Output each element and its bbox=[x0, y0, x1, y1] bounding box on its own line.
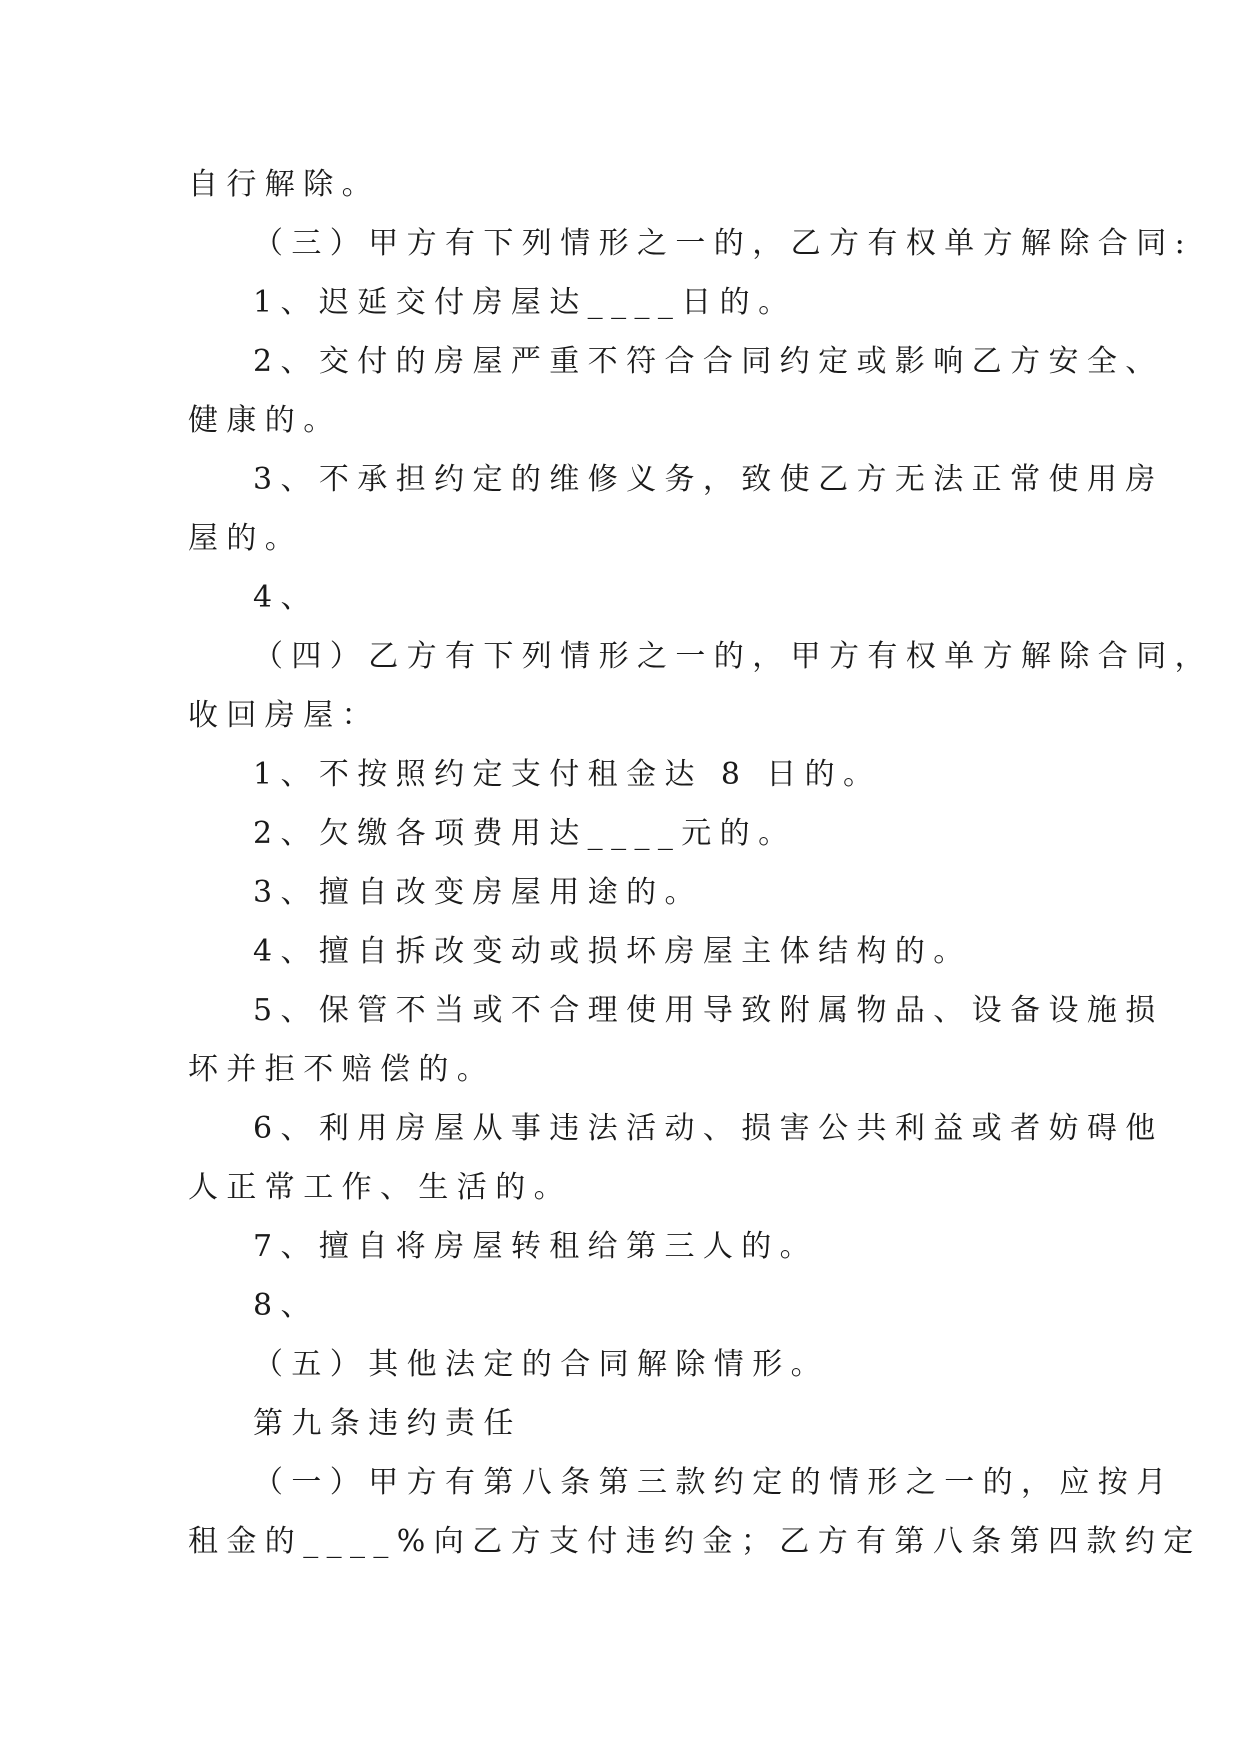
paragraph-line: （一）甲方有第八条第三款约定的情形之一的，应按月 bbox=[253, 1465, 1175, 1500]
paragraph-line: （四）乙方有下列情形之一的，甲方有权单方解除合同， bbox=[253, 639, 1213, 674]
paragraph-line: 1、迟延交付房屋达____日的。 bbox=[253, 285, 797, 320]
paragraph-line: 屋的。 bbox=[188, 521, 304, 556]
paragraph-line: 4、 bbox=[253, 580, 319, 615]
paragraph-line: 3、不承担约定的维修义务，致使乙方无法正常使用房 bbox=[253, 462, 1164, 497]
paragraph-line: 2、交付的房屋严重不符合合同约定或影响乙方安全、 bbox=[253, 344, 1164, 379]
paragraph-line: （五）其他法定的合同解除情形。 bbox=[253, 1347, 829, 1382]
paragraph-line: 租金的____%向乙方支付违约金；乙方有第八条第四款约定 bbox=[188, 1524, 1202, 1559]
paragraph-line: 自行解除。 bbox=[188, 167, 380, 202]
paragraph-line: 收回房屋： bbox=[188, 698, 380, 733]
paragraph-line: 2、欠缴各项费用达____元的。 bbox=[253, 816, 797, 851]
paragraph-line: 3、擅自改变房屋用途的。 bbox=[253, 875, 703, 910]
paragraph-line: 坏并拒不赔偿的。 bbox=[188, 1052, 496, 1087]
paragraph-line: 4、擅自拆改变动或损坏房屋主体结构的。 bbox=[253, 934, 972, 969]
paragraph-line: 人正常工作、生活的。 bbox=[188, 1170, 572, 1205]
paragraph-line: 7、擅自将房屋转租给第三人的。 bbox=[253, 1229, 819, 1264]
paragraph-line: 健康的。 bbox=[188, 403, 342, 438]
paragraph-line: 1、不按照约定支付租金达 8 日的。 bbox=[253, 757, 882, 792]
paragraph-line: 6、利用房屋从事违法活动、损害公共利益或者妨碍他 bbox=[253, 1111, 1164, 1146]
paragraph-line: 8、 bbox=[253, 1288, 319, 1323]
paragraph-line: （三）甲方有下列情形之一的，乙方有权单方解除合同: bbox=[253, 226, 1194, 261]
section-heading: 第九条违约责任 bbox=[253, 1406, 522, 1441]
paragraph-line: 5、保管不当或不合理使用导致附属物品、设备设施损 bbox=[253, 993, 1164, 1028]
